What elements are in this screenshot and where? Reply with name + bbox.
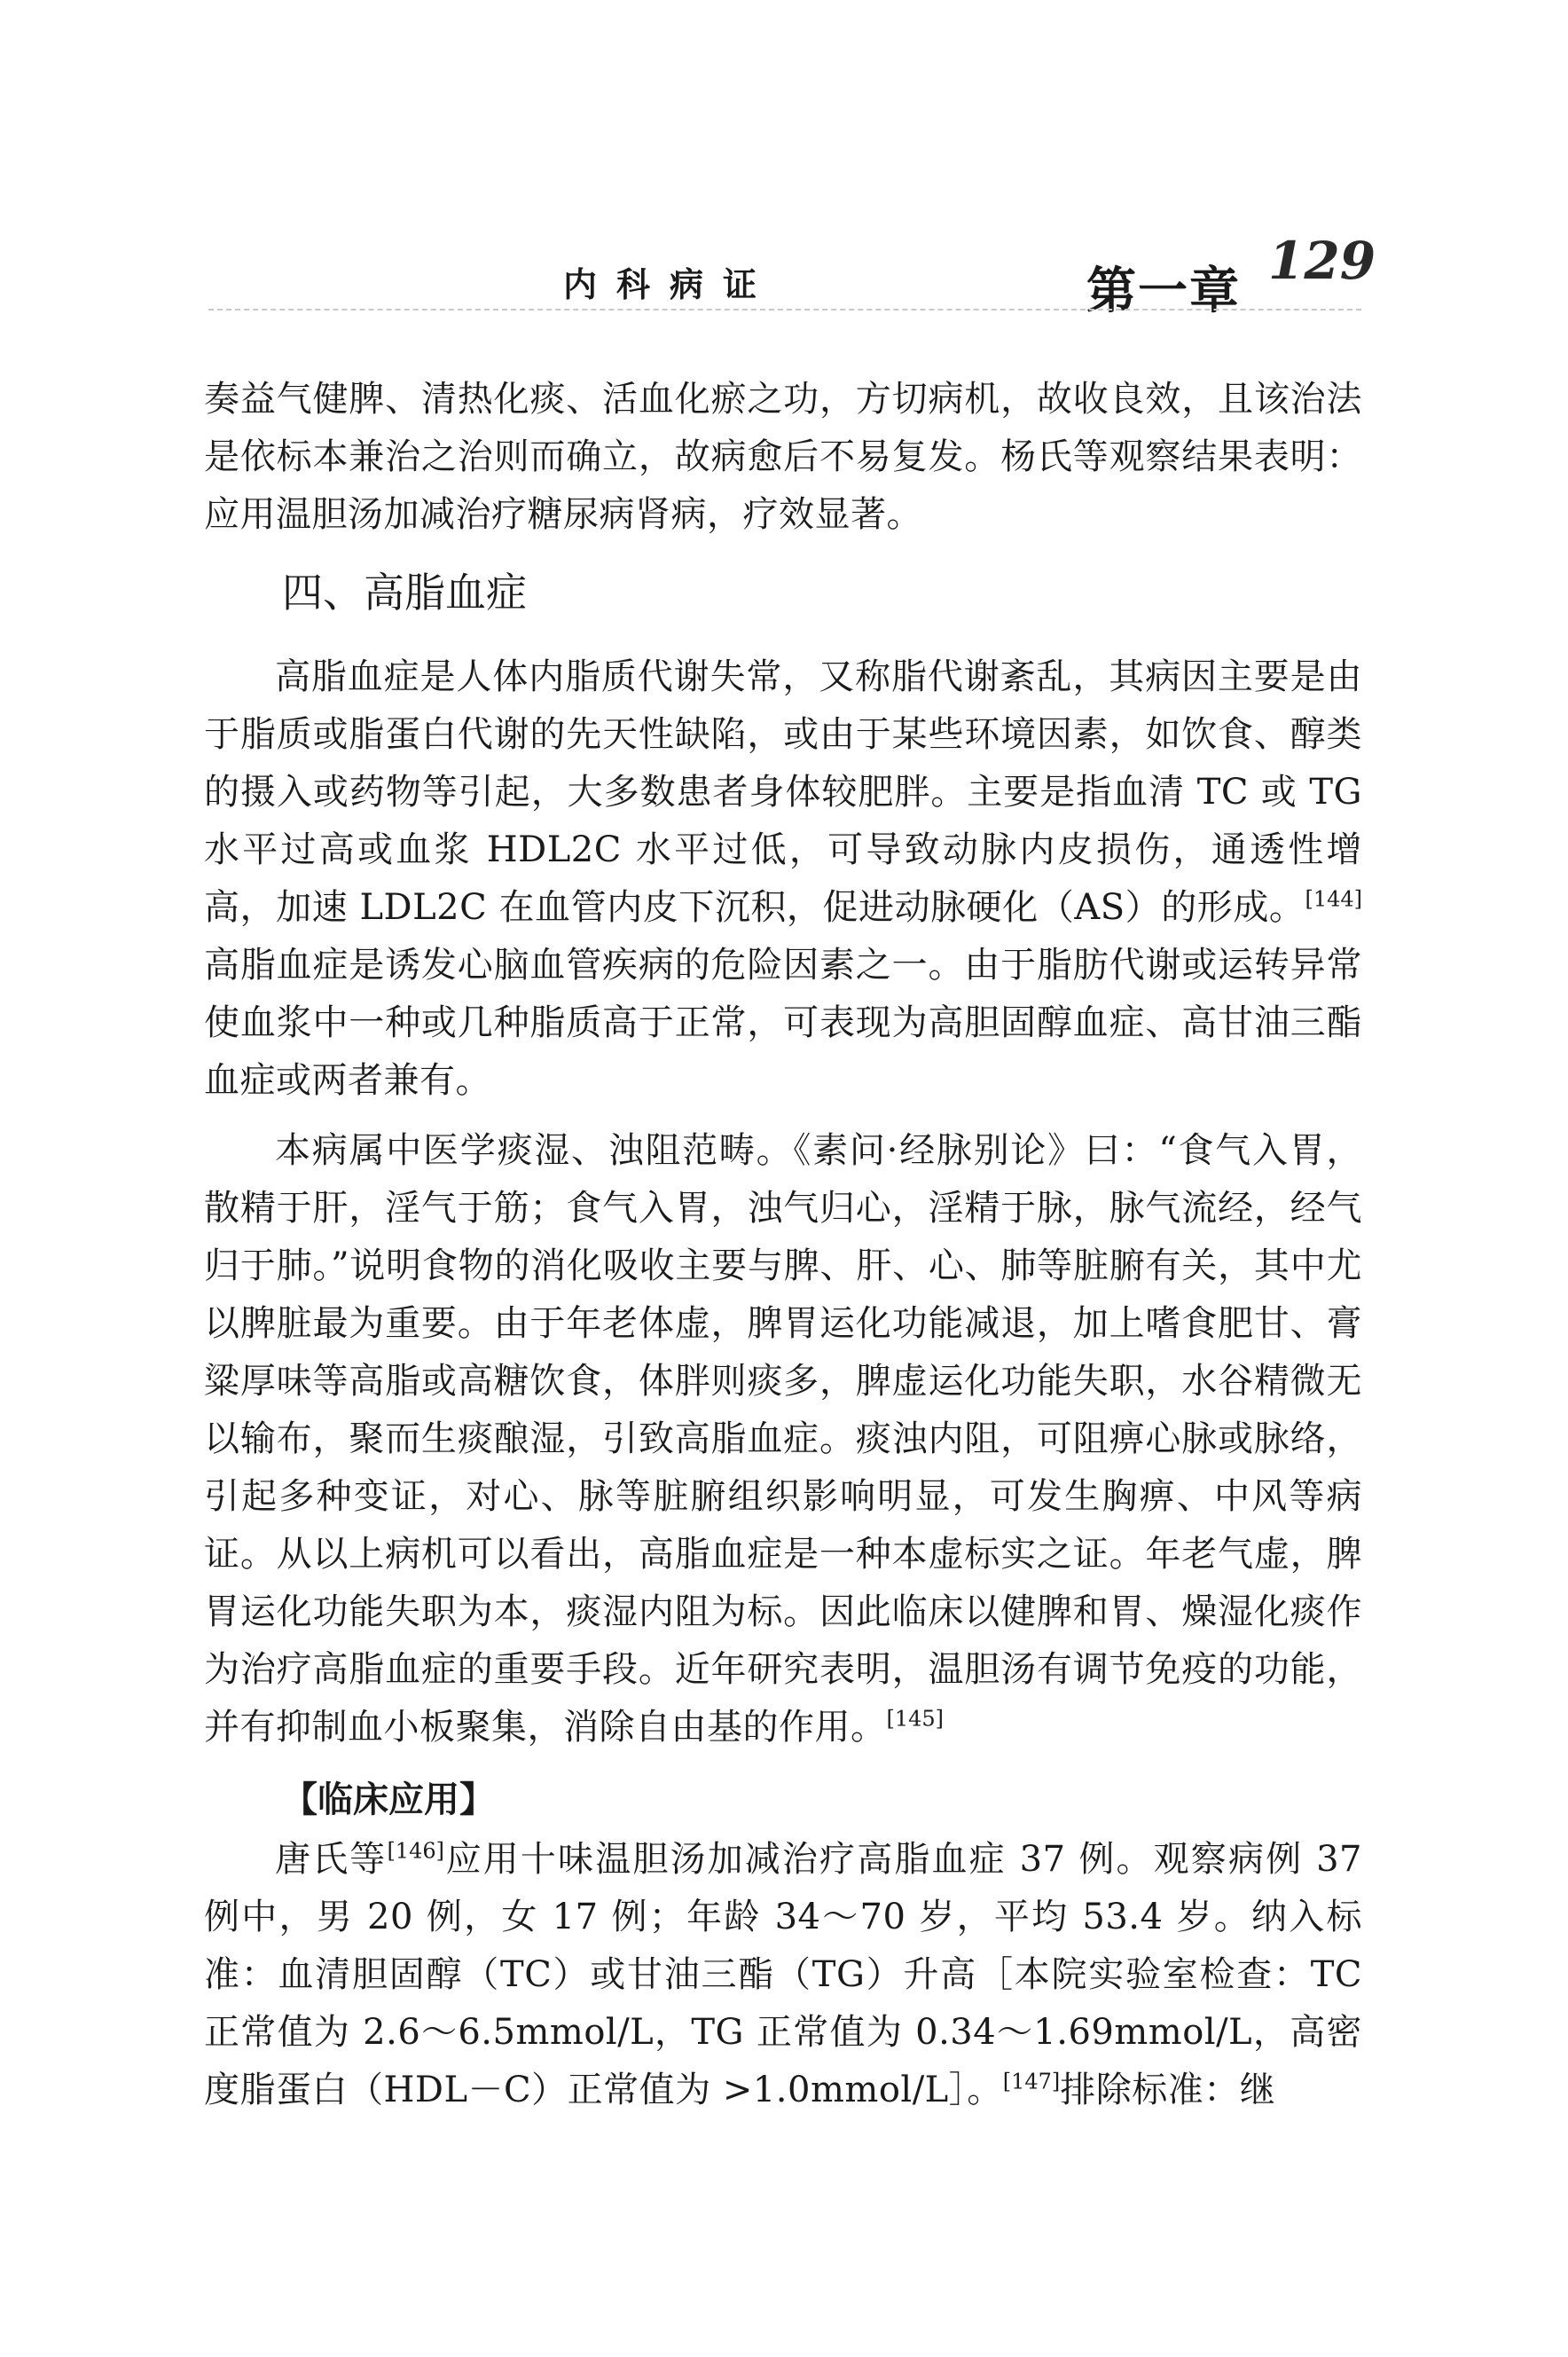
paragraph-continued: 奏益气健脾、清热化痰、活血化瘀之功，方切病机，故收良效，且该治法是依标本兼治之治则而确立，故病愈后不易复发。杨氏等观察结果表明：应用温胆汤加减治疗糖尿病肾病，疗效显著。 bbox=[204, 379, 1362, 535]
reference-marker: [146] bbox=[387, 1838, 444, 1864]
paragraph-tcm-pathogenesis bbox=[204, 1122, 1362, 1756]
paragraph-text: 排除标准：继 bbox=[1060, 2070, 1276, 2110]
paragraph-text: 应用十味温胆汤加减治疗高脂血症 37 例。观察病例 37 例中，男 20 例，女 17 例；年龄 34～70 岁，平均 53.4 岁。纳入标准：血清胆固醇（TC）或甘油三酯（TG）升高［本院实验室检查：TC 正常值为 2.6～6.5mmol/L，TG 正常值为 0.34～1.69mmol/L，高密度脂蛋白（HDL－C）正常值为 >1.0mmol/L］。 bbox=[204, 1839, 1362, 2110]
paragraph-text: 高脂血症是人体内脂质代谢失常，又称脂代谢紊乱，其病因主要是由于脂质或脂蛋白代谢的先天性缺陷，或由于某些环境因素，如饮食、醇类的摄入或药物等引起，大多数患者身体较肥胖。主要是指血清 TC 或 TG 水平过高或血浆 HDL2C 水平过低，可导致动脉内皮损伤，通透性增高，加速 LDL2C 在血管内皮下沉积，促进动脉硬化（AS）的形成。 bbox=[204, 656, 1362, 928]
page-number: 129 bbox=[1268, 231, 1376, 291]
paragraph-clinical-study bbox=[204, 1831, 1362, 2119]
reference-marker: [147] bbox=[1002, 2069, 1061, 2094]
running-title: 内科病证 bbox=[563, 265, 777, 304]
reference-marker: [144] bbox=[1305, 886, 1362, 912]
chapter-label: 第一章 bbox=[1086, 263, 1241, 320]
clinical-application-heading: 【临床应用】 bbox=[282, 1780, 495, 1820]
paragraph-text: 本病属中医学痰湿、浊阻范畴。《素问·经脉别论》曰：“食气入胃，散精于肝，淫气于筋；食气入胃，浊气归心，淫精于脉，脉气流经，经气归于肺。”说明食物的消化吸收主要与脾、肝、心、肺等脏腑有关，其中尤以脾脏最为重要。由于年老体虚，脾胃运化功能减退，加上嗜食肥甘、膏粱厚味等高脂或高糖饮食，体胖则痰多，脾虚运化功能失职，水谷精微无以输布，聚而生痰酿湿，引致高脂血症。痰浊内阻，可阻痹心脉或脉络，引起多种变证，对心、脉等脏腑组织影响明显，可发生胸痹、中风等病证。从以上病机可以看出，高脂血症是一种本虚标实之证。年老气虚，脾胃运化功能失职为本，痰湿内阻为标。因此临床以健脾和胃、燥湿化痰作为治疗高脂血症的重要手段。近年研究表明，温胆汤有调节免疫的功能，并有抑制血小板聚集，消除自由基的作用。 bbox=[204, 1130, 1362, 1748]
section-heading: 四、高脂血症 bbox=[282, 569, 527, 617]
paragraph-text: 高脂血症是诱发心脑血管疾病的危险因素之一。由于脂肪代谢或运转异常使血浆中一种或几种脂质高于正常，可表现为高胆固醇血症、高甘油三酯血症或两者兼有。 bbox=[204, 945, 1362, 1101]
paragraph-hyperlipidemia-definition bbox=[204, 648, 1362, 1110]
page-body bbox=[204, 371, 1362, 2119]
page-header bbox=[208, 231, 1376, 320]
header-rule bbox=[208, 309, 1361, 310]
paragraph-text: 唐氏等 bbox=[275, 1839, 388, 1880]
reference-marker: [145] bbox=[886, 1706, 945, 1732]
